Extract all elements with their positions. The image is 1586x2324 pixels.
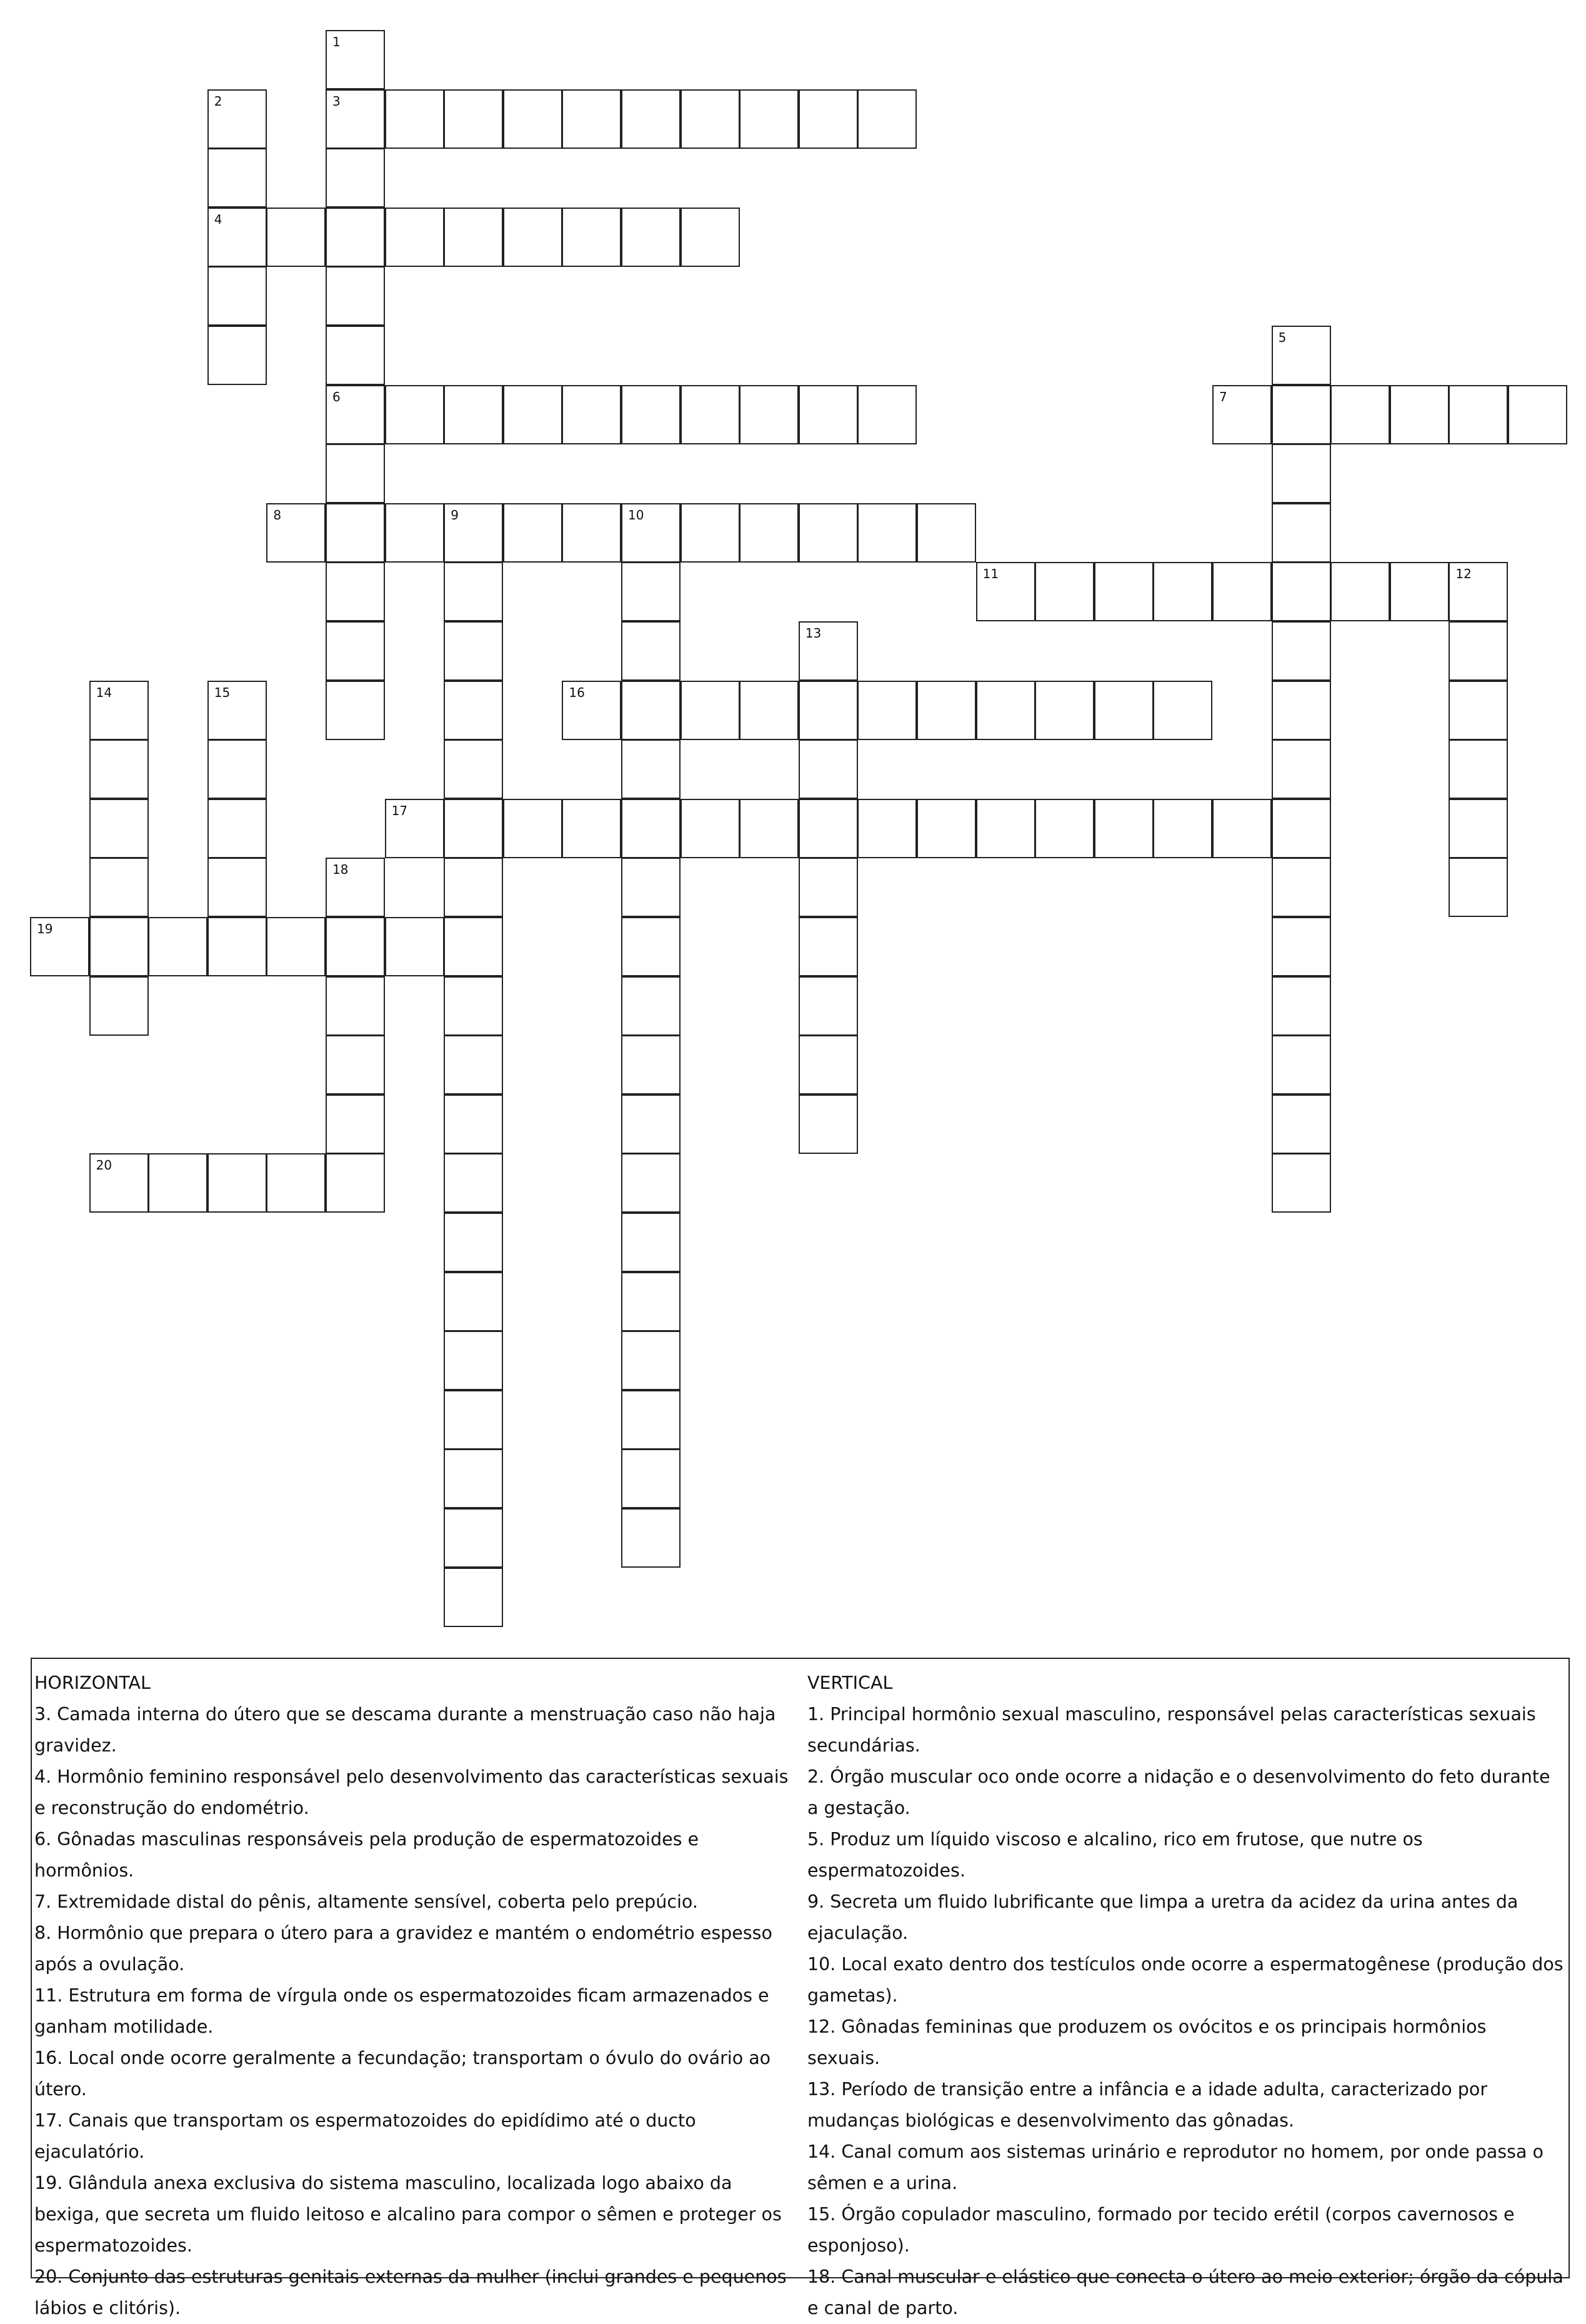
grid-cell[interactable] [1035, 681, 1094, 740]
grid-cell[interactable] [621, 503, 681, 563]
grid-cell[interactable] [1153, 799, 1212, 858]
grid-cell[interactable] [444, 1568, 503, 1627]
grid-cell[interactable] [207, 148, 267, 208]
horizontal-heading: HORIZONTAL [34, 1673, 151, 1693]
grid-cell[interactable] [326, 208, 385, 267]
grid-cell[interactable] [207, 1153, 267, 1213]
grid-cell[interactable] [444, 562, 503, 621]
clue-number: 11 [982, 566, 999, 582]
grid-cell[interactable] [207, 917, 267, 976]
grid-cell[interactable] [562, 89, 621, 149]
clue-vertical-15: 15. Órgão copulador masculino, formado por tecido erétil (corpos cavernosos e esponjoso). [807, 2204, 1515, 2256]
grid-cell[interactable] [1212, 385, 1272, 444]
grid-cell[interactable] [1272, 1094, 1331, 1154]
grid-cell[interactable] [444, 621, 503, 681]
clue-number: 10 [628, 507, 644, 523]
grid-cell[interactable] [739, 799, 799, 858]
clue-number: 17 [391, 803, 408, 818]
grid-cell[interactable] [799, 976, 858, 1036]
grid-cell[interactable] [1272, 739, 1331, 799]
grid-cell[interactable] [89, 976, 149, 1036]
grid-cell[interactable] [1390, 562, 1449, 621]
grid-cell[interactable] [326, 148, 385, 208]
clue-vertical-13: 13. Período de transição entre a infância e a idade adulta, caracterizado por mudanças biológicas e desenvolvimento das gônadas. [807, 2079, 1488, 2131]
grid-cell[interactable] [1035, 799, 1094, 858]
grid-cell[interactable] [266, 503, 326, 563]
grid-cell[interactable] [857, 503, 917, 563]
grid-cell[interactable] [444, 917, 503, 976]
grid-cell[interactable] [621, 1035, 681, 1094]
grid-cell[interactable] [326, 858, 385, 917]
grid-cell[interactable] [799, 385, 858, 444]
grid-cell[interactable] [1272, 385, 1331, 444]
clue-number: 14 [96, 684, 112, 700]
grid-cell[interactable] [562, 208, 621, 267]
grid-cell[interactable] [148, 917, 207, 976]
grid-cell[interactable] [444, 1390, 503, 1450]
grid-cell[interactable] [326, 444, 385, 503]
grid-cell[interactable] [1449, 562, 1508, 621]
grid-cell[interactable] [681, 799, 740, 858]
grid-cell[interactable] [917, 799, 976, 858]
grid-cell[interactable] [148, 1153, 207, 1213]
grid-cell[interactable] [739, 681, 799, 740]
grid-cell[interactable] [681, 681, 740, 740]
grid-cell[interactable] [1508, 385, 1567, 444]
clue-number: 9 [451, 507, 459, 523]
grid-cell[interactable] [444, 89, 503, 149]
grid-cell[interactable] [326, 917, 385, 976]
grid-cell[interactable] [326, 266, 385, 326]
grid-cell[interactable] [326, 89, 385, 149]
grid-cell[interactable] [385, 208, 444, 267]
grid-cell[interactable] [266, 208, 326, 267]
grid-cell[interactable] [621, 739, 681, 799]
grid-cell[interactable] [621, 1331, 681, 1390]
grid-cell[interactable] [385, 917, 444, 976]
grid-cell[interactable] [621, 799, 681, 858]
grid-cell[interactable] [681, 385, 740, 444]
grid-cell[interactable] [326, 503, 385, 563]
grid-cell[interactable] [266, 1153, 326, 1213]
grid-cell[interactable] [207, 266, 267, 326]
vertical-clues-column [807, 1668, 1564, 2324]
clue-horizontal-8: 8. Hormônio que prepara o útero para a gravidez e mantém o endométrio espesso após a ovulação. [34, 1923, 772, 1975]
grid-cell[interactable] [503, 799, 562, 858]
grid-cell[interactable] [739, 89, 799, 149]
grid-cell[interactable] [207, 89, 267, 149]
grid-cell[interactable] [976, 562, 1035, 621]
grid-cell[interactable] [799, 1094, 858, 1154]
clue-number: 2 [214, 93, 222, 109]
grid-cell[interactable] [562, 681, 621, 740]
grid-cell[interactable] [1449, 799, 1508, 858]
grid-cell[interactable] [89, 681, 149, 740]
clue-number: 1 [332, 34, 341, 49]
grid-cell[interactable] [621, 621, 681, 681]
grid-cell[interactable] [1449, 621, 1508, 681]
grid-cell[interactable] [621, 385, 681, 444]
grid-cell[interactable] [621, 1094, 681, 1154]
grid-cell[interactable] [89, 799, 149, 858]
grid-cell[interactable] [799, 621, 858, 681]
grid-cell[interactable] [1272, 681, 1331, 740]
grid-cell[interactable] [266, 917, 326, 976]
grid-cell[interactable] [326, 681, 385, 740]
grid-cell[interactable] [326, 976, 385, 1036]
grid-cell[interactable] [1330, 562, 1390, 621]
grid-cell[interactable] [326, 385, 385, 444]
grid-cell[interactable] [1272, 562, 1331, 621]
grid-cell[interactable] [799, 917, 858, 976]
grid-cell[interactable] [503, 385, 562, 444]
grid-cell[interactable] [1449, 739, 1508, 799]
grid-cell[interactable] [326, 621, 385, 681]
clue-number: 7 [1219, 389, 1227, 404]
grid-cell[interactable] [444, 739, 503, 799]
grid-cell[interactable] [799, 503, 858, 563]
clue-vertical-18: 18. Canal muscular e elástico que conecta o útero ao meio exterior; órgão da cópula e canal de parto. [807, 2266, 1564, 2318]
clue-vertical-10: 10. Local exato dentro dos testículos onde ocorre a espermatogênese (produção dos gametas). [807, 1954, 1564, 2006]
clues-box [31, 1658, 1570, 2318]
grid-cell[interactable] [681, 208, 740, 267]
clue-horizontal-7: 7. Extremidade distal do pênis, altamente sensível, coberta pelo prepúcio. [34, 1891, 698, 1912]
grid-cell[interactable] [444, 1213, 503, 1272]
grid-cell[interactable] [799, 1035, 858, 1094]
clue-number: 13 [805, 626, 822, 641]
grid-cell[interactable] [207, 739, 267, 799]
grid-cell[interactable] [976, 799, 1035, 858]
grid-cell[interactable] [1272, 326, 1331, 385]
grid-cell[interactable] [1449, 681, 1508, 740]
grid-cell[interactable] [1153, 681, 1212, 740]
clue-number: 8 [273, 507, 282, 523]
grid-cell[interactable] [385, 385, 444, 444]
grid-cell[interactable] [444, 208, 503, 267]
grid-cell[interactable] [917, 503, 976, 563]
grid-cell[interactable] [1272, 976, 1331, 1036]
clue-horizontal-4: 4. Hormônio feminino responsável pelo desenvolvimento das características sexuais e reconstrução do endométrio. [34, 1766, 789, 1818]
grid-cell[interactable] [621, 1449, 681, 1508]
grid-cell[interactable] [326, 1094, 385, 1154]
grid-cell[interactable] [1390, 385, 1449, 444]
grid-cell[interactable] [1272, 444, 1331, 503]
grid-cell[interactable] [444, 1449, 503, 1508]
grid-cell[interactable] [1330, 385, 1390, 444]
grid-cell[interactable] [444, 681, 503, 740]
grid-cell[interactable] [621, 562, 681, 621]
clue-number: 15 [214, 684, 231, 700]
vertical-heading: VERTICAL [807, 1673, 893, 1693]
grid-cell[interactable] [444, 976, 503, 1036]
grid-cell[interactable] [89, 858, 149, 917]
clue-number: 18 [332, 862, 349, 878]
grid-cell[interactable] [1272, 799, 1331, 858]
grid-cell[interactable] [444, 1035, 503, 1094]
clue-horizontal-16: 16. Local onde ocorre geralmente a fecundação; transportam o óvulo do ovário ao útero. [34, 2048, 771, 2100]
grid-cell[interactable] [621, 1272, 681, 1331]
clue-vertical-1: 1. Principal hormônio sexual masculino, responsável pelas características sexuais secundárias. [807, 1704, 1536, 1756]
grid-cell[interactable] [444, 1508, 503, 1568]
grid-cell[interactable] [1035, 562, 1094, 621]
grid-cell[interactable] [503, 208, 562, 267]
clue-number: 6 [332, 389, 341, 404]
clue-vertical-14: 14. Canal comum aos sistemas urinário e reprodutor no homem, por onde passa o sêmen e a urina. [807, 2141, 1544, 2193]
grid-cell[interactable] [444, 1153, 503, 1213]
grid-cell[interactable] [799, 799, 858, 858]
grid-cell[interactable] [444, 385, 503, 444]
grid-cell[interactable] [385, 89, 444, 149]
grid-cell[interactable] [621, 89, 681, 149]
grid-cell[interactable] [799, 89, 858, 149]
grid-cell[interactable] [857, 385, 917, 444]
clue-number: 5 [1278, 330, 1287, 345]
grid-cell[interactable] [207, 326, 267, 385]
grid-cell[interactable] [326, 1035, 385, 1094]
grid-cell[interactable] [976, 681, 1035, 740]
clue-horizontal-3: 3. Camada interna do útero que se descama durante a menstruação caso não haja gravidez. [34, 1704, 776, 1756]
grid-cell[interactable] [1094, 799, 1154, 858]
grid-cell[interactable] [503, 89, 562, 149]
grid-cell[interactable] [739, 503, 799, 563]
grid-cell[interactable] [444, 503, 503, 563]
clue-horizontal-17: 17. Canais que transportam os espermatozoides do epidídimo até o ducto ejaculatório. [34, 2110, 696, 2162]
grid-cell[interactable] [1272, 503, 1331, 563]
grid-cell[interactable] [326, 326, 385, 385]
clue-number: 20 [96, 1158, 112, 1173]
grid-cell[interactable] [1272, 917, 1331, 976]
grid-cell[interactable] [562, 799, 621, 858]
clue-horizontal-19: 19. Glândula anexa exclusiva do sistema masculino, localizada logo abaixo da bexiga, que secreta um fluido leitoso e alcalino para compor o sêmen e proteger os espermatozoides. [34, 2173, 782, 2256]
grid-cell[interactable] [621, 1213, 681, 1272]
grid-cell[interactable] [857, 681, 917, 740]
grid-cell[interactable] [681, 89, 740, 149]
grid-cell[interactable] [444, 1272, 503, 1331]
grid-cell[interactable] [89, 739, 149, 799]
grid-cell[interactable] [857, 89, 917, 149]
grid-cell[interactable] [1272, 1035, 1331, 1094]
grid-cell[interactable] [562, 385, 621, 444]
grid-cell[interactable] [444, 1094, 503, 1154]
clue-vertical-5: 5. Produz um líquido viscoso e alcalino, rico em frutose, que nutre os espermatozoides. [807, 1829, 1423, 1881]
clue-vertical-9: 9. Secreta um fluido lubrificante que limpa a uretra da acidez da urina antes da ejaculação. [807, 1891, 1519, 1943]
clue-number: 16 [569, 684, 585, 700]
grid-cell[interactable] [1272, 858, 1331, 917]
grid-cell[interactable] [207, 799, 267, 858]
grid-cell[interactable] [207, 858, 267, 917]
clue-vertical-2: 2. Órgão muscular oco onde ocorre a nidação e o desenvolvimento do feto durante a gestação. [807, 1766, 1550, 1818]
grid-cell[interactable] [1449, 858, 1508, 917]
grid-cell[interactable] [207, 208, 267, 267]
grid-cell[interactable] [385, 503, 444, 563]
clue-horizontal-20: 20. Conjunto das estruturas genitais externas da mulher (inclui grandes e pequenos lábios e clitóris). [34, 2266, 787, 2318]
grid-cell[interactable] [1094, 681, 1154, 740]
grid-cell[interactable] [857, 799, 917, 858]
grid-cell[interactable] [799, 681, 858, 740]
clue-number: 12 [1455, 566, 1472, 582]
grid-cell[interactable] [621, 1508, 681, 1568]
grid-cell[interactable] [444, 1331, 503, 1390]
grid-cell[interactable] [917, 681, 976, 740]
clue-number: 4 [214, 211, 222, 227]
clue-number: 3 [332, 93, 341, 109]
grid-cell[interactable] [30, 917, 89, 976]
grid-cell[interactable] [562, 503, 621, 563]
grid-cell[interactable] [621, 1153, 681, 1213]
grid-cell[interactable] [326, 562, 385, 621]
grid-cell[interactable] [207, 681, 267, 740]
grid-cell[interactable] [799, 739, 858, 799]
clue-number: 19 [37, 921, 53, 936]
grid-cell[interactable] [385, 799, 444, 858]
clue-horizontal-6: 6. Gônadas masculinas responsáveis pela produção de espermatozoides e hormônios. [34, 1829, 699, 1881]
grid-cell[interactable] [1212, 799, 1272, 858]
grid-cell[interactable] [89, 917, 149, 976]
grid-cell[interactable] [621, 208, 681, 267]
grid-cell[interactable] [444, 858, 503, 917]
grid-cell[interactable] [621, 976, 681, 1036]
grid-cell[interactable] [799, 858, 858, 917]
horizontal-clues-column [34, 1668, 802, 2324]
grid-cell[interactable] [1449, 385, 1508, 444]
grid-cell[interactable] [621, 681, 681, 740]
grid-cell[interactable] [621, 858, 681, 917]
grid-cell[interactable] [1094, 562, 1154, 621]
grid-cell[interactable] [503, 503, 562, 563]
grid-cell[interactable] [1153, 562, 1212, 621]
grid-cell[interactable] [681, 503, 740, 563]
grid-cell[interactable] [1272, 621, 1331, 681]
grid-cell[interactable] [444, 799, 503, 858]
grid-cell[interactable] [89, 1153, 149, 1213]
grid-cell[interactable] [621, 917, 681, 976]
clue-horizontal-11: 11. Estrutura em forma de vírgula onde os espermatozoides ficam armazenados e ganham motilidade. [34, 1985, 769, 2037]
grid-cell[interactable] [1212, 562, 1272, 621]
grid-cell[interactable] [326, 30, 385, 89]
grid-cell[interactable] [739, 385, 799, 444]
clue-vertical-12: 12. Gônadas femininas que produzem os ovócitos e os principais hormônios sexuais. [807, 2016, 1487, 2068]
grid-cell[interactable] [326, 1153, 385, 1213]
grid-cell[interactable] [621, 1390, 681, 1450]
grid-cell[interactable] [1272, 1153, 1331, 1213]
